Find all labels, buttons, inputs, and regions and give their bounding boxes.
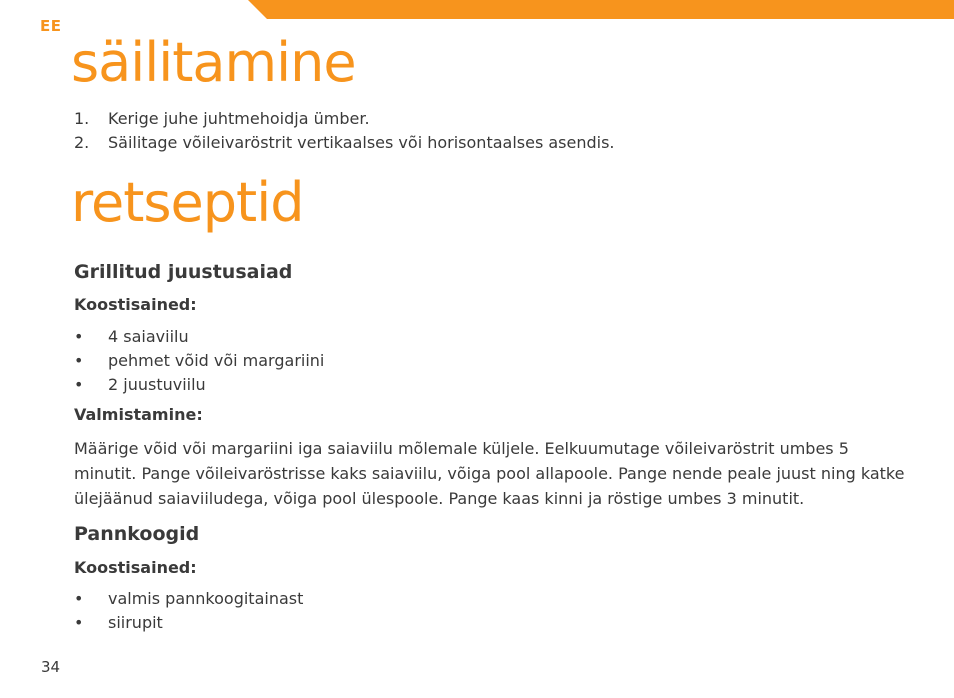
step-text: Kerige juhe juhtmehoidja ümber. [108,109,370,128]
list-item [74,587,303,611]
ingredient-text: valmis pannkoogitainast [108,589,304,608]
bullet: • [74,589,84,608]
step-number: 2. [74,133,90,152]
list-item [74,373,324,397]
list-item [74,107,615,131]
ingredient-text: 4 saiaviilu [108,327,189,346]
ingredients-list [74,325,324,397]
list-item [74,349,324,373]
list-item [74,611,303,635]
section-title-recipes: retseptid [71,171,304,234]
preparation-heading: Valmistamine: [74,405,203,424]
bullet: • [74,351,84,370]
header-accent-bar [248,0,954,19]
storage-steps-list [74,107,615,155]
section-title-storage: säilitamine [71,31,356,94]
recipe-title: Grillitud juustusaiad [74,261,293,283]
ingredient-text: siirupit [108,613,163,632]
step-number: 1. [74,109,90,128]
recipe-title: Pannkoogid [74,523,200,545]
bullet: • [74,375,84,394]
preparation-text: Määrige võid või margariini iga saiaviilu mõlemale küljele. Eelkuumutage võileivaröstrit umbes 5 minutit. Pange võileivaröstrisse kaks saiaviilu, võiga pool allapoole. Pange nende peale juust ning katke ülejäänud saiaviiludega, võiga pool ülespoole. Pange kaas kinni ja röstige umbes 3 minutit. [74,439,905,508]
step-text: Säilitage võileivaröstrit vertikaalses või horisontaalses asendis. [108,133,615,152]
ingredients-heading: Koostisained: [74,558,197,577]
list-item [74,325,324,349]
list-item [74,131,615,155]
bullet: • [74,327,84,346]
ingredients-list [74,587,303,635]
ingredient-text: 2 juustuviilu [108,375,206,394]
ingredients-heading: Koostisained: [74,295,197,314]
bullet: • [74,613,84,632]
language-tag: EE [40,17,62,35]
ingredient-text: pehmet võid või margariini [108,351,325,370]
page-number: 34 [41,658,61,676]
